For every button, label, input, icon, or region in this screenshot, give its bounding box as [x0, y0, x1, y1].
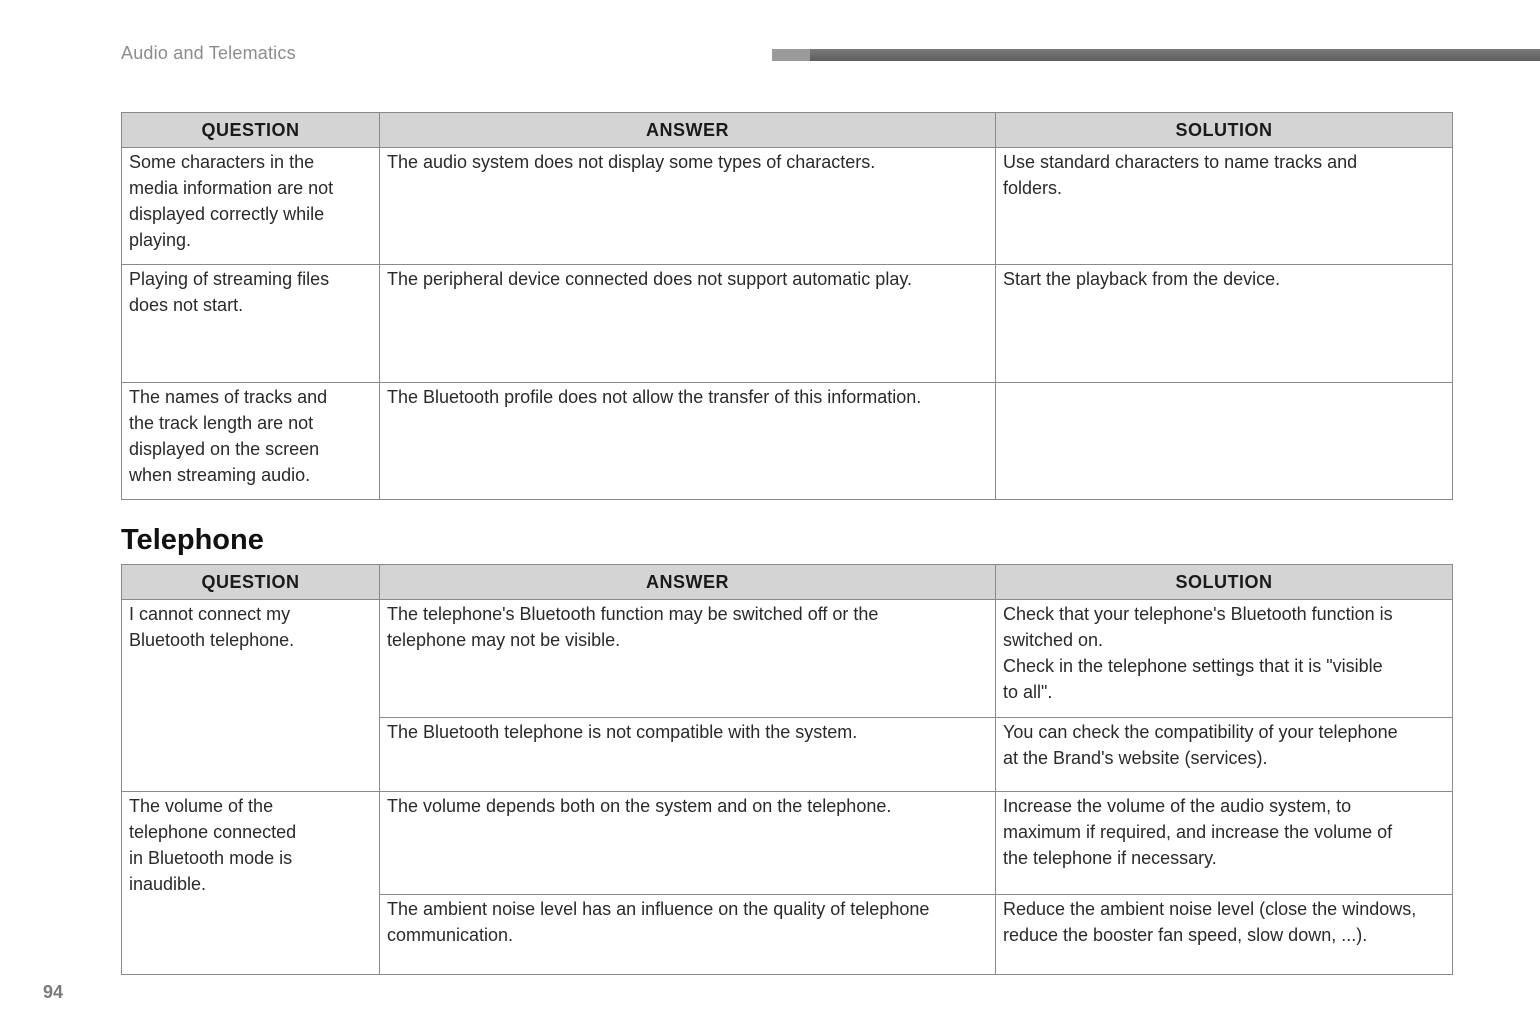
table-row: [122, 383, 1453, 500]
text-line: The Bluetooth profile does not allow the transfer of this information.: [387, 387, 922, 407]
answer-cell: [380, 600, 996, 718]
section-heading-telephone: Telephone: [121, 524, 264, 556]
solution-cell: [996, 895, 1453, 975]
question-cell: [122, 383, 380, 500]
text-line: The telephone's Bluetooth function may be switched off or the: [387, 604, 879, 624]
text-line: The Bluetooth telephone is not compatible with the system.: [387, 722, 858, 742]
text-line: I cannot connect my: [129, 604, 291, 624]
text-line: communication.: [387, 925, 514, 945]
text-line: inaudible.: [129, 874, 207, 894]
text-line: Increase the volume of the audio system, to: [1003, 796, 1352, 816]
text-line: playing.: [129, 230, 192, 250]
solution-cell: [996, 265, 1453, 383]
answer-cell: [380, 265, 996, 383]
question-cell: [122, 792, 380, 975]
section-title: Audio and Telematics: [121, 43, 296, 63]
solution-cell: [996, 718, 1453, 792]
text-line: the track length are not: [129, 413, 314, 433]
text-line: when streaming audio.: [129, 465, 311, 485]
text-line: media information are not: [129, 178, 334, 198]
table-row: [122, 600, 1453, 718]
text-line: folders.: [1003, 178, 1063, 198]
text-line: The names of tracks and: [129, 387, 328, 407]
text-line: You can check the compatibility of your telephone: [1003, 722, 1398, 742]
page-number: 94: [43, 982, 64, 1002]
text-line: at the Brand's website (services).: [1003, 748, 1268, 768]
telephone-faq-table: [121, 564, 1453, 975]
text-line: reduce the booster fan speed, slow down, ...).: [1003, 925, 1368, 945]
text-line: Reduce the ambient noise level (close the windows,: [1003, 899, 1417, 919]
answer-cell: [380, 383, 996, 500]
table-row: [122, 148, 1453, 265]
column-header-question: QUESTION: [122, 113, 380, 148]
text-line: Some characters in the: [129, 152, 315, 172]
question-cell: [122, 148, 380, 265]
text-line: in Bluetooth mode is: [129, 848, 293, 868]
column-header-question: QUESTION: [122, 565, 380, 600]
table-header-row: [122, 113, 1453, 148]
text-line: Start the playback from the device.: [1003, 269, 1281, 289]
answer-cell: [380, 718, 996, 792]
question-cell: [122, 265, 380, 383]
text-line: maximum if required, and increase the volume of: [1003, 822, 1393, 842]
text-line: telephone may not be visible.: [387, 630, 621, 650]
text-line: The volume depends both on the system and on the telephone.: [387, 796, 892, 816]
solution-cell: [996, 148, 1453, 265]
text-line: Check in the telephone settings that it is "visible: [1003, 656, 1383, 676]
media-faq-table: [121, 112, 1453, 500]
answer-cell: [380, 148, 996, 265]
text-line: Check that your telephone's Bluetooth function is: [1003, 604, 1393, 624]
column-header-solution: SOLUTION: [996, 565, 1453, 600]
text-line: The peripheral device connected does not support automatic play.: [387, 269, 912, 289]
header-divider-lead: [772, 49, 810, 61]
table-header-row: [122, 565, 1453, 600]
text-line: telephone connected: [129, 822, 297, 842]
text-line: Bluetooth telephone.: [129, 630, 295, 650]
answer-cell: [380, 895, 996, 975]
text-line: displayed correctly while: [129, 204, 325, 224]
header-divider-bar: [772, 49, 1540, 61]
column-header-answer: ANSWER: [380, 565, 996, 600]
solution-cell: [996, 383, 1453, 500]
text-line: The ambient noise level has an influence on the quality of telephone: [387, 899, 930, 919]
column-header-answer: ANSWER: [380, 113, 996, 148]
text-line: Playing of streaming files: [129, 269, 330, 289]
table-row: [122, 265, 1453, 383]
question-cell: [122, 600, 380, 792]
column-header-solution: SOLUTION: [996, 113, 1453, 148]
text-line: Use standard characters to name tracks and: [1003, 152, 1358, 172]
text-line: to all".: [1003, 682, 1053, 702]
text-line: does not start.: [129, 295, 244, 315]
text-line: displayed on the screen: [129, 439, 320, 459]
text-line: The volume of the: [129, 796, 274, 816]
text-line: The audio system does not display some types of characters.: [387, 152, 876, 172]
answer-cell: [380, 792, 996, 895]
solution-cell: [996, 792, 1453, 895]
text-line: the telephone if necessary.: [1003, 848, 1217, 868]
table-row: [122, 792, 1453, 895]
solution-cell: [996, 600, 1453, 718]
text-line: switched on.: [1003, 630, 1104, 650]
